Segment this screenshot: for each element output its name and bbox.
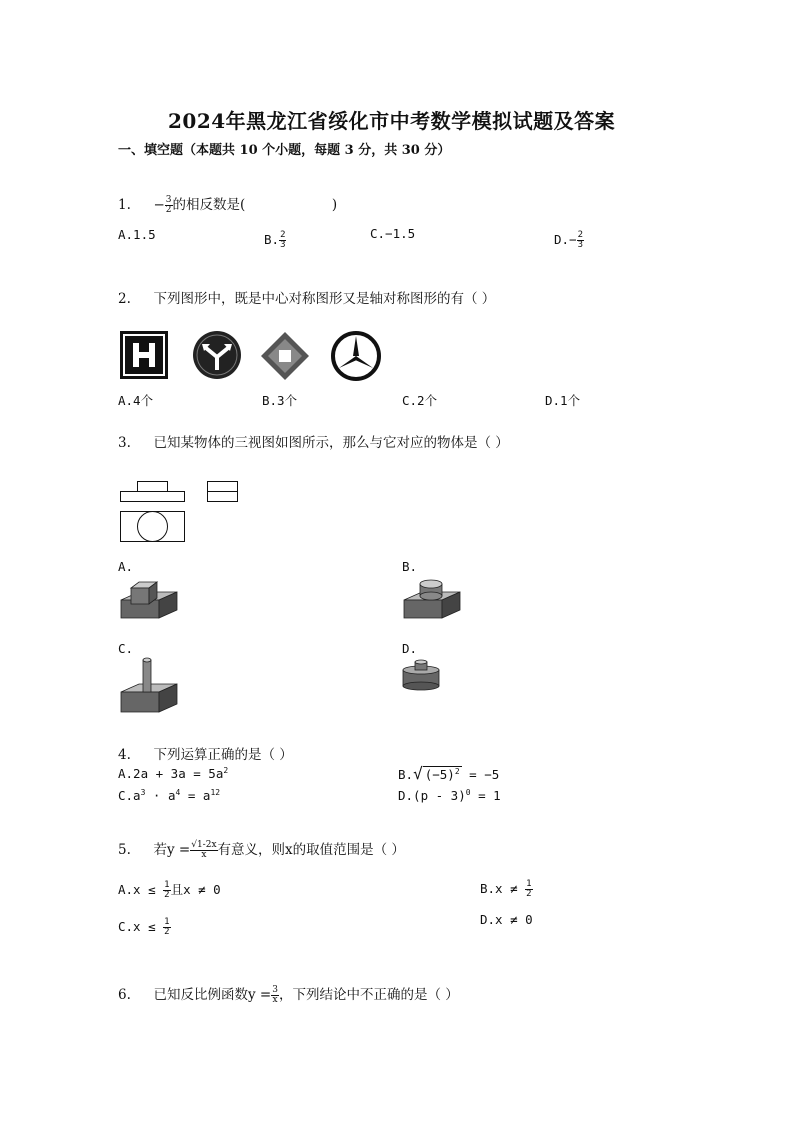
question-text: 已知某物体的三视图如图所示，那么与它对应的物体是（ ） — [153, 435, 509, 451]
option-b: B.x ≠ $\frac{1}{2}$ — [480, 879, 532, 899]
question-text-pre: 若y = — [153, 842, 191, 858]
question-number: 2. — [118, 291, 131, 307]
option-b: B. $\frac{2}{3}$ — [264, 230, 286, 250]
question-text: 下列图形中，既是中心对称图形又是轴对称图形的有（ ） — [153, 291, 496, 307]
question-4 — [118, 743, 293, 763]
fraction: $\frac{3}{x}$ — [272, 985, 278, 1005]
option-b: B.3个 — [262, 393, 298, 408]
option-c: C.x ≤ $\frac{1}{2}$ — [118, 917, 170, 937]
question-text: 下列运算正确的是（ ） — [153, 747, 293, 763]
option-d: D.− $\frac{2}{3}$ — [554, 230, 583, 250]
mercedes-star-icon — [330, 330, 382, 382]
option-a: $A.2a + 3a = 5a^2$ — [118, 766, 229, 782]
minus-sign: − — [153, 197, 165, 213]
question-text-post: 有意义，则x的取值范围是（ ） — [217, 842, 405, 858]
option-c: C.−1.5 — [370, 226, 416, 241]
question-number: 1. — [118, 197, 131, 213]
section-heading: 一、填空题（本题共 10 个小题，每题 3 分，共 30 分） — [118, 143, 451, 158]
option-c: C. — [118, 641, 134, 656]
option-d: D.(p - 3)$^0$ = 1 — [398, 788, 501, 804]
close-paren: ) — [331, 197, 338, 213]
option-d: D.1个 — [545, 393, 581, 408]
page-title: 2024年黑龙江省绥化市中考数学模拟试题及答案 — [168, 109, 616, 133]
option-b: B. — [402, 559, 418, 574]
question-text: 的相反数是( — [172, 197, 246, 213]
solid-block-rod-icon — [119, 656, 179, 718]
question-text-pre: 已知反比例函数y = — [153, 987, 272, 1003]
question-text-post: ，下列结论中不正确的是（ ） — [278, 987, 459, 1003]
question-number: 6. — [118, 987, 131, 1003]
question-2 — [118, 287, 495, 307]
fraction: $\frac{3}{2}$ — [165, 195, 172, 215]
question-5 — [118, 838, 405, 860]
fork-arrow-sign-icon — [192, 330, 242, 380]
question-1 — [118, 193, 337, 215]
option-a: A.1.5 — [118, 227, 156, 242]
option-d: D.x ≠ 0 — [480, 912, 533, 927]
question-3 — [118, 431, 509, 451]
three-view-figure — [120, 480, 240, 544]
h-sign-icon — [120, 331, 168, 379]
question-6 — [118, 983, 459, 1005]
stacked-cylinder-icon — [402, 658, 442, 692]
option-d: D. — [402, 641, 418, 656]
solid-block-step-icon — [119, 578, 179, 624]
option-b: B.√ $(-5)^2 = -5$ — [398, 764, 500, 783]
question-number: 3. — [118, 435, 131, 451]
question-number: 5. — [118, 842, 131, 858]
option-a: A.x ≤ $\frac{1}{2}$ 且x ≠ 0 — [118, 880, 221, 900]
question-number: 4. — [118, 747, 131, 763]
option-c: C.2个 — [402, 393, 438, 408]
option-c: $C.a^3 \cdot a^4 = a^{12}$ — [118, 788, 221, 804]
option-a: A.4个 — [118, 393, 154, 408]
option-a: A. — [118, 559, 134, 574]
rotated-square-icon — [260, 331, 310, 381]
fraction: $\frac{√1-2x}{x}$ — [191, 840, 217, 860]
solid-block-cylinder-icon — [402, 576, 462, 624]
